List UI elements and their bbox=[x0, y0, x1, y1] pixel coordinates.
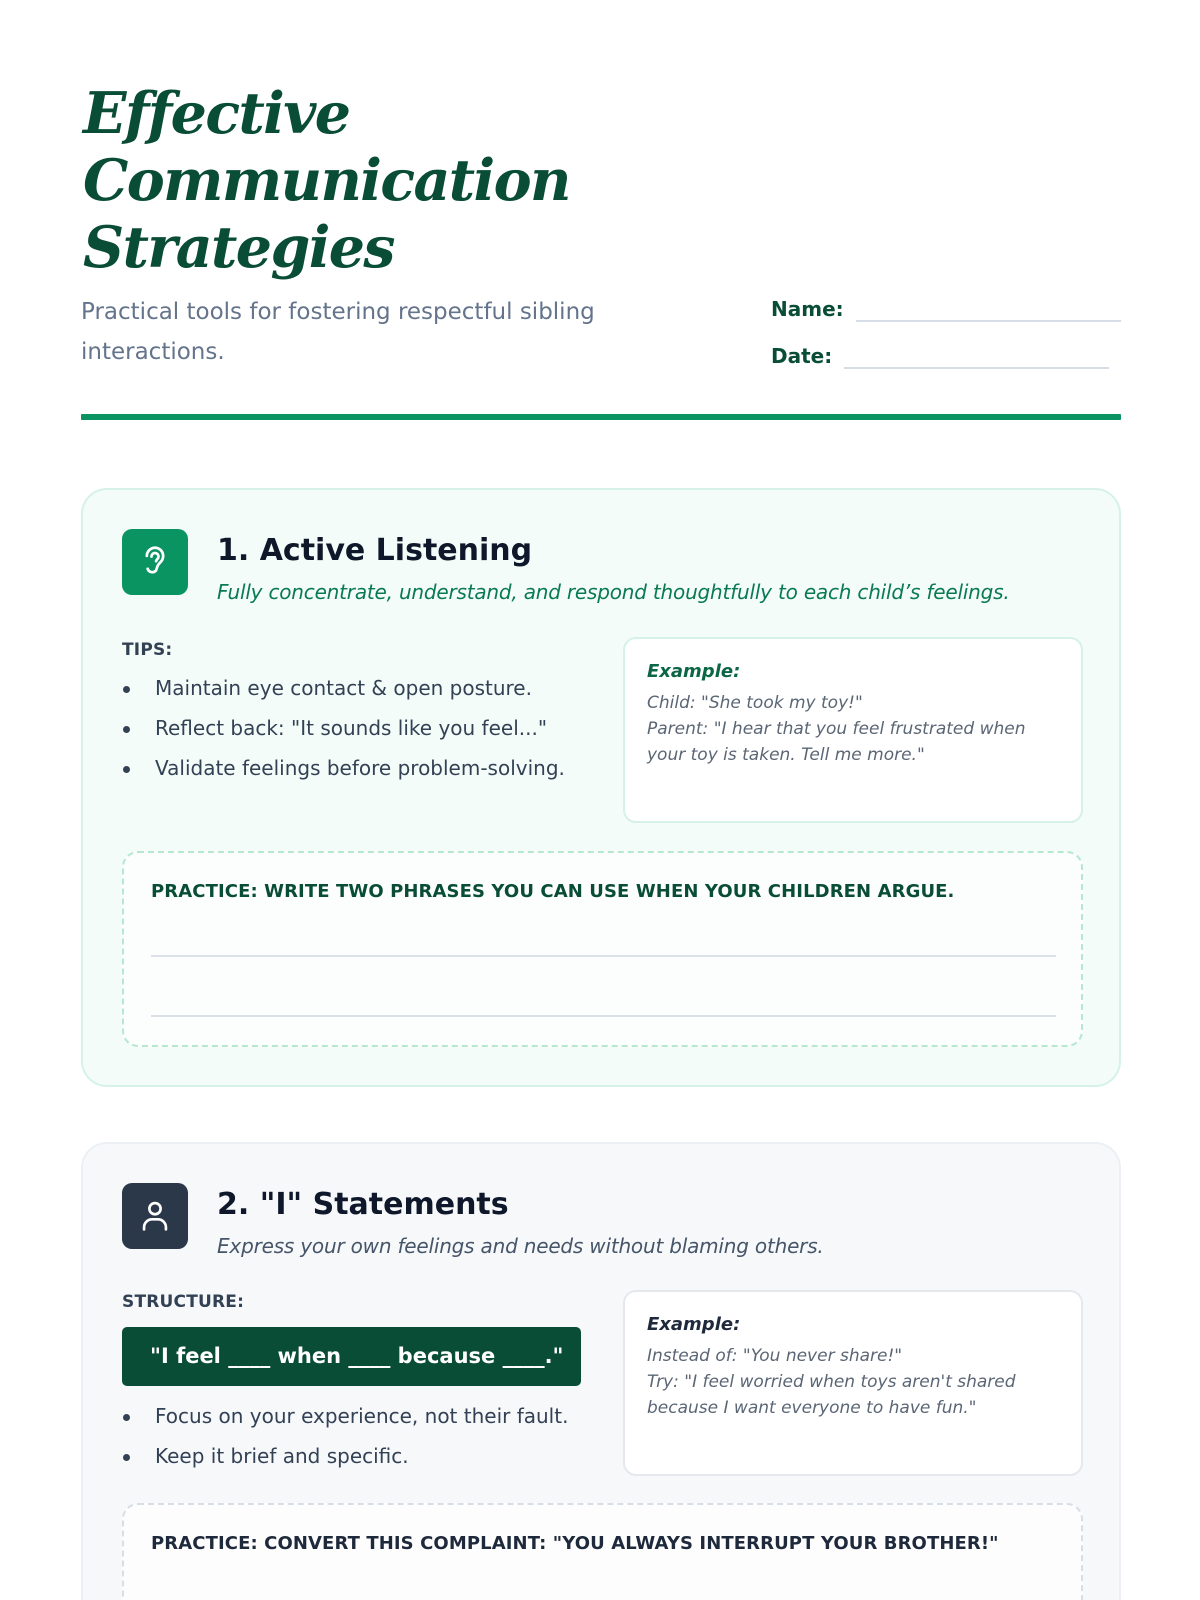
name-field bbox=[771, 294, 1121, 322]
tips-list bbox=[122, 672, 572, 792]
section-description: Fully concentrate, understand, and respond thoughtfully to each child’s feelings. bbox=[217, 580, 1010, 604]
practice-prompt: PRACTICE: CONVERT THIS COMPLAINT: "YOU ALWAYS INTERRUPT YOUR BROTHER!" bbox=[151, 1533, 999, 1554]
user-icon bbox=[122, 1183, 188, 1249]
tips-list bbox=[122, 1400, 572, 1480]
list-item: Maintain eye contact & open posture. bbox=[122, 672, 572, 705]
title-line-1: Effective bbox=[83, 80, 350, 147]
section-active-listening bbox=[81, 488, 1121, 1087]
date-label: Date: bbox=[771, 344, 833, 368]
practice-answer-line-1[interactable] bbox=[151, 955, 1056, 957]
example-line-parent: Parent: "I hear that you feel frustrated when your toy is taken. Tell me more." bbox=[647, 719, 1026, 765]
tips-label: TIPS: bbox=[122, 640, 173, 660]
section-title: 2. "I" Statements bbox=[217, 1187, 509, 1222]
name-label: Name: bbox=[771, 297, 844, 321]
example-line-instead: Instead of: "You never share!" bbox=[647, 1346, 903, 1366]
example-title: Example: bbox=[647, 1314, 741, 1335]
section-i-statements bbox=[81, 1142, 1121, 1600]
title-line-2: Communication bbox=[83, 147, 570, 214]
list-item: Reflect back: "It sounds like you feel..." bbox=[122, 712, 572, 745]
structure-label: STRUCTURE: bbox=[122, 1292, 245, 1312]
date-field bbox=[771, 341, 1109, 369]
header-divider bbox=[81, 414, 1121, 420]
worksheet-header bbox=[81, 0, 1121, 422]
structure-template: "I feel ____ when ____ because ____." bbox=[122, 1327, 581, 1386]
practice-box bbox=[122, 1503, 1083, 1600]
section-title: 1. Active Listening bbox=[217, 533, 533, 568]
practice-box bbox=[122, 851, 1083, 1047]
practice-prompt: PRACTICE: WRITE TWO PHRASES YOU CAN USE WHEN YOUR CHILDREN ARGUE. bbox=[151, 881, 955, 902]
date-input-line[interactable] bbox=[844, 341, 1109, 369]
list-item: Validate feelings before problem-solving. bbox=[122, 752, 572, 785]
list-item: Focus on your experience, not their fault. bbox=[122, 1400, 572, 1433]
section-description: Express your own feelings and needs without blaming others. bbox=[217, 1234, 824, 1258]
example-title: Example: bbox=[647, 661, 741, 682]
example-line-child: Child: "She took my toy!" bbox=[647, 693, 863, 713]
example-box bbox=[623, 637, 1083, 823]
ear-icon bbox=[122, 529, 188, 595]
example-line-try: Try: "I feel worried when toys aren't shared because I want everyone to have fun." bbox=[647, 1372, 1016, 1418]
page-subtitle: Practical tools for fostering respectful sibling interactions. bbox=[81, 299, 595, 365]
example-box bbox=[623, 1290, 1083, 1476]
name-input-line[interactable] bbox=[856, 294, 1121, 322]
title-line-3: Strategies bbox=[83, 214, 394, 281]
page-title bbox=[83, 80, 703, 281]
list-item: Keep it brief and specific. bbox=[122, 1440, 572, 1473]
practice-answer-line-2[interactable] bbox=[151, 1015, 1056, 1017]
